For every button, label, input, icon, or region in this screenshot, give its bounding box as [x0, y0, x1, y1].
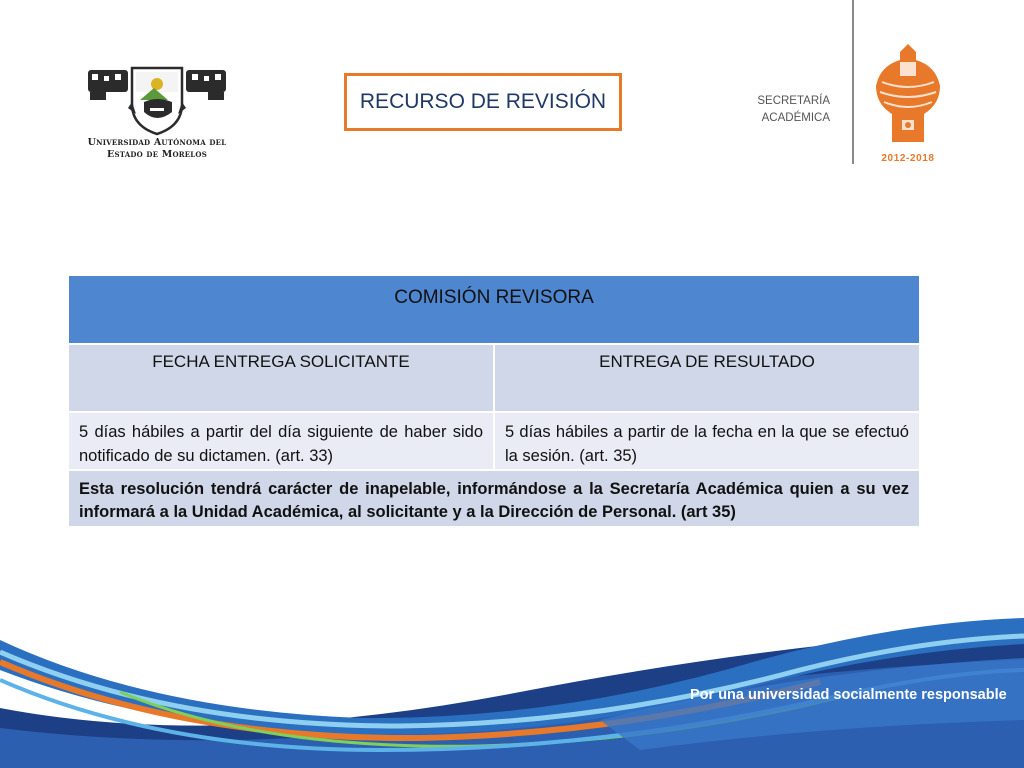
university-name-line-1: Universidad Autónoma del: [87, 137, 227, 148]
table-header-label: COMISIÓN REVISORA: [394, 287, 594, 308]
administration-emblem-logo: [872, 42, 944, 148]
header-divider: [852, 0, 854, 164]
office-name-line-2: ACADÉMICA: [761, 112, 830, 124]
column-header-result-delivery: ENTREGA DE RESULTADO: [599, 352, 815, 371]
decorative-footer-waves: [0, 600, 1024, 768]
footer-slogan: Por una universidad socialmente responsable: [690, 687, 1007, 703]
column-header-cell: [68, 344, 494, 412]
table-cell: [68, 412, 494, 470]
table-cell: [494, 412, 920, 470]
cell-applicant-deadline: 5 días hábiles a partir del día siguiente de haber sido notificado de su dictamen. (art. 33): [79, 423, 483, 465]
column-header-applicant-date: FECHA ENTREGA SOLICITANTE: [152, 352, 410, 371]
column-header-cell: [494, 344, 920, 412]
university-name-line-2: Estado de Morelos: [107, 149, 207, 160]
period-label: 2012-2018: [881, 153, 935, 164]
cell-result-deadline: 5 días hábiles a partir de la fecha en la que se efectuó la sesión. (art. 35): [505, 423, 909, 465]
table-header-cell: [68, 275, 920, 344]
slide-title: RECURSO DE REVISIÓN: [359, 90, 607, 113]
revision-commission-table: [67, 274, 921, 528]
office-name-line-1: SECRETARÍA: [757, 95, 830, 107]
table-note-cell: [68, 470, 920, 527]
slide-title-box: [344, 73, 622, 131]
resolution-note: Esta resolución tendrá carácter de inapelable, informándose a la Secretaría Académica quien a su vez informará a la Unidad Académica, al solicitante y a la Dirección de Personal. (art 35): [79, 480, 909, 521]
